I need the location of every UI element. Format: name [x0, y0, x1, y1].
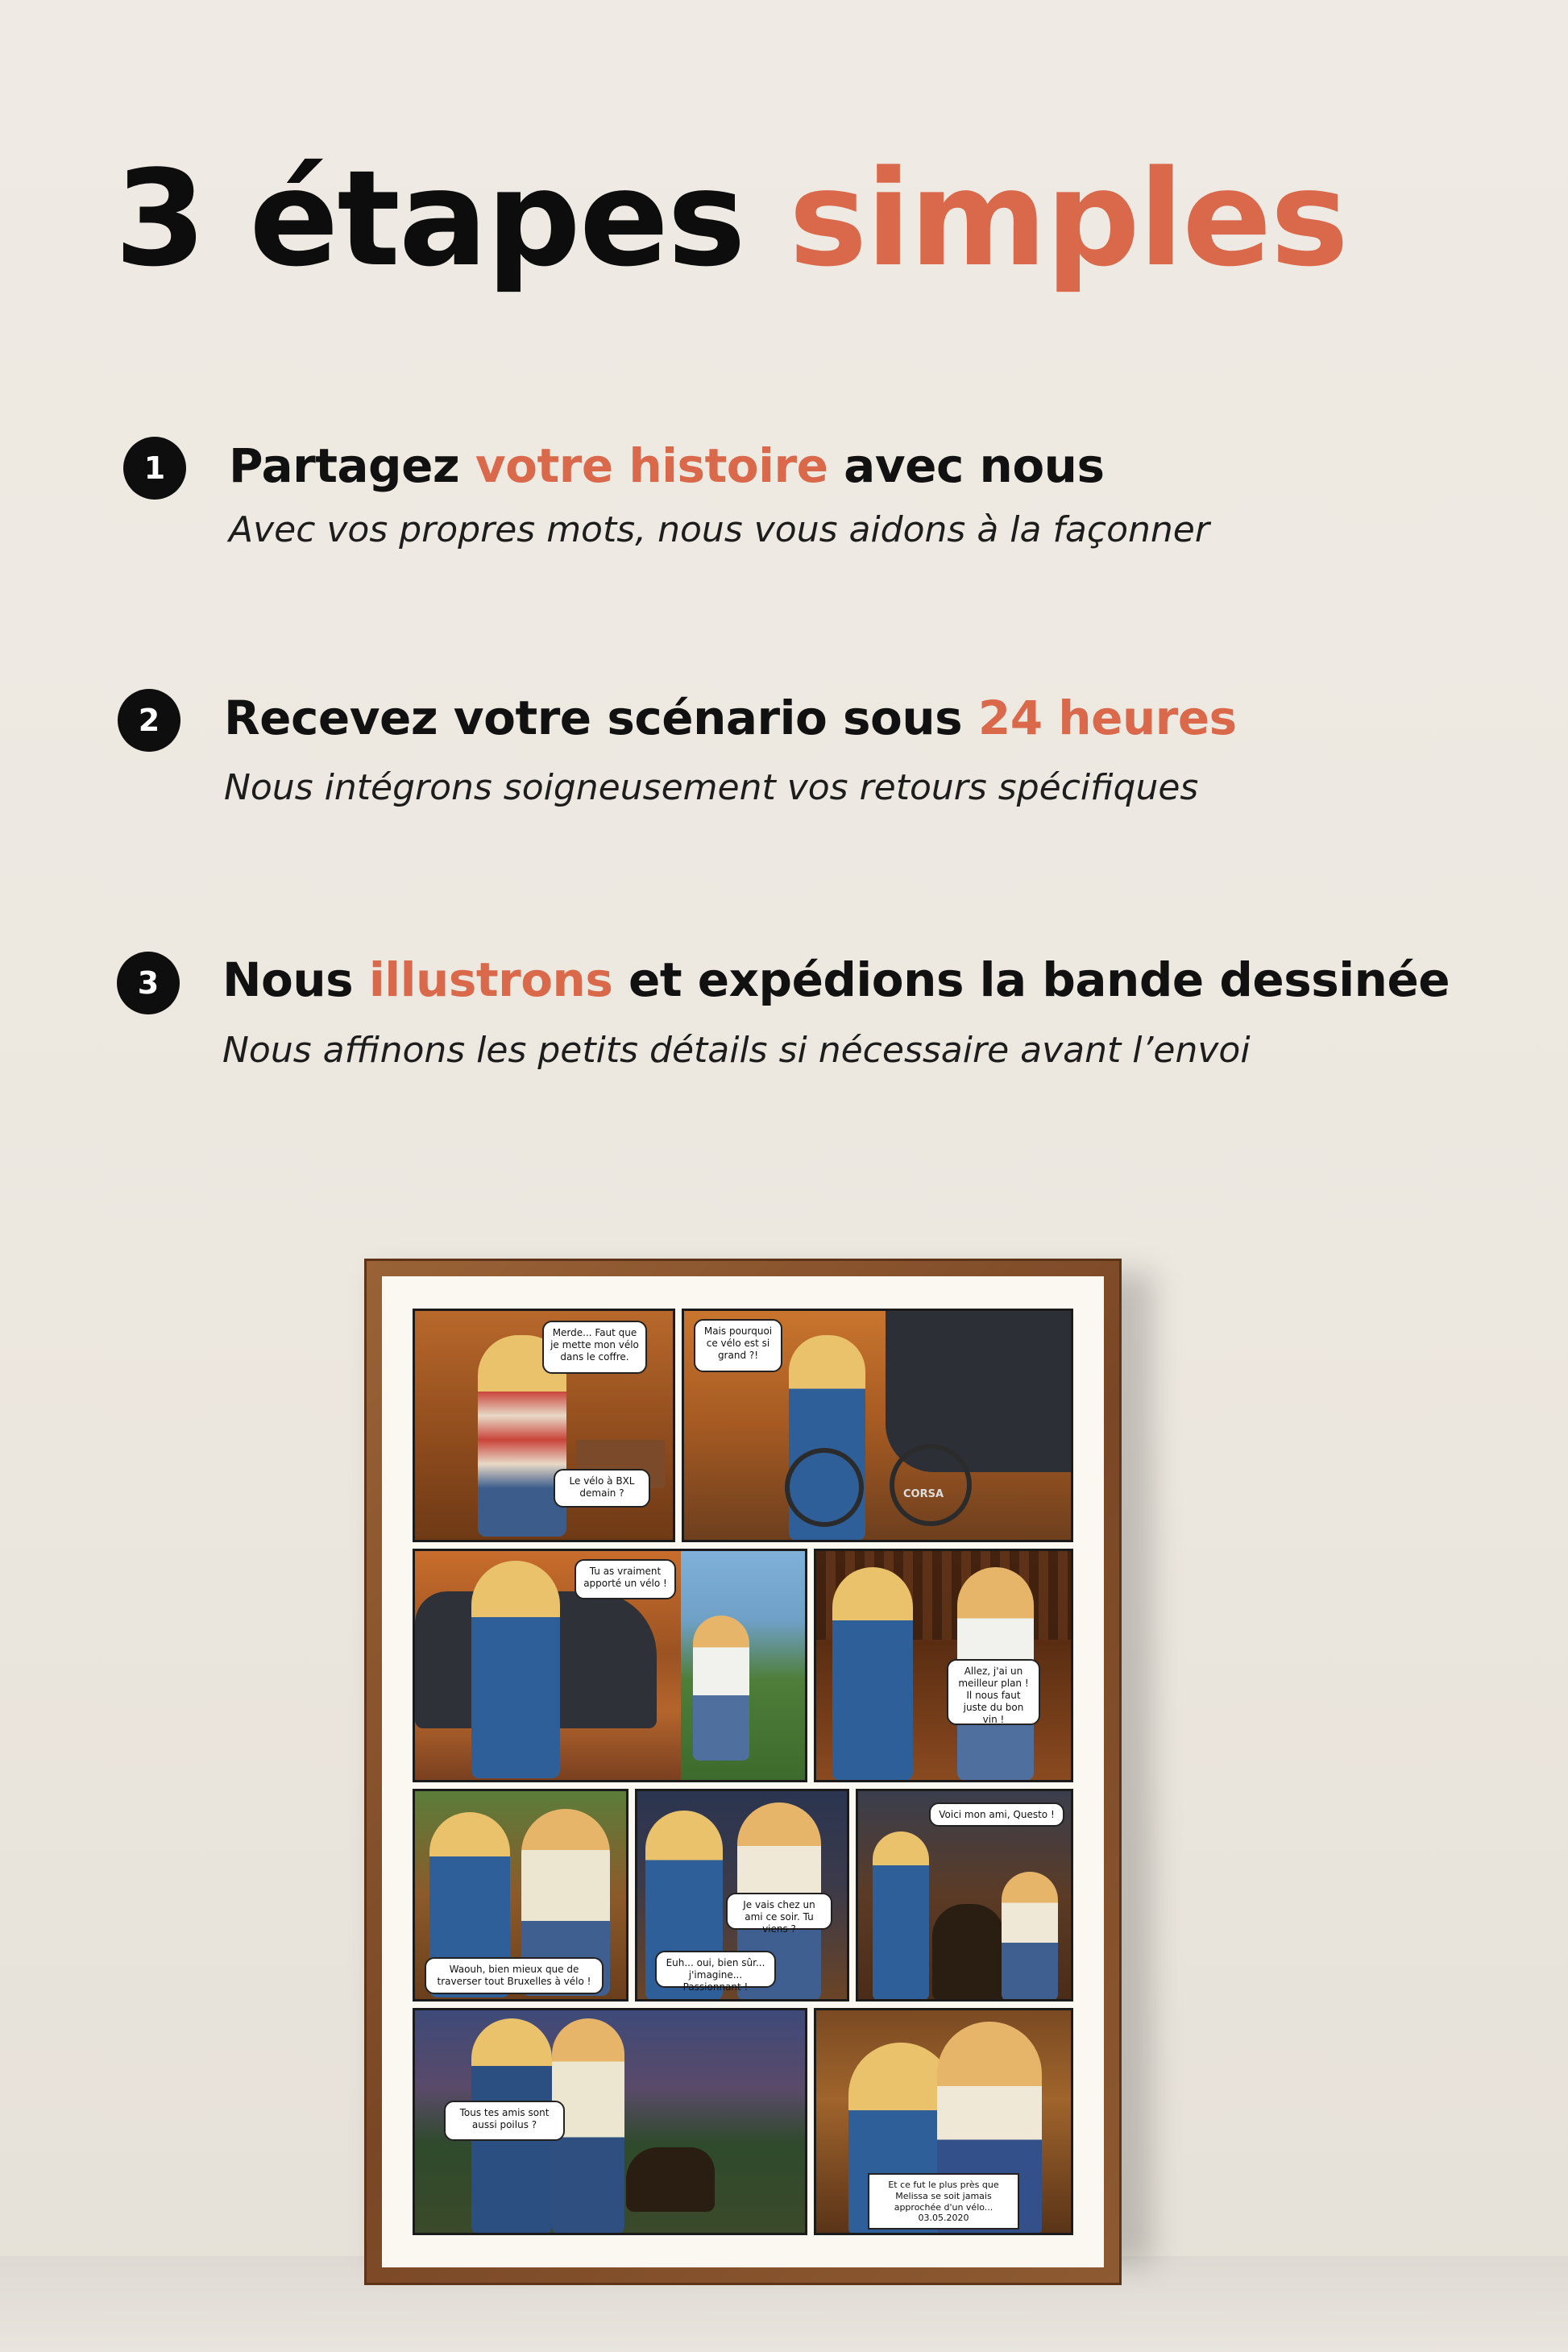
- car-badge: CORSA: [903, 1488, 944, 1500]
- caption-box: [868, 2173, 1019, 2230]
- comic-panel-2: [682, 1309, 1073, 1542]
- comic-page: [413, 1309, 1073, 2235]
- step-number-badge: 2: [118, 689, 180, 752]
- speech-bubble: Merde... Faut que je mette mon vélo dans le coffre.: [542, 1321, 647, 1374]
- comic-panel-3: [413, 1549, 807, 1782]
- step-subtitle: Nous intégrons soigneusement vos retours spécifiques: [224, 767, 1199, 808]
- comic-panel-9: [814, 2008, 1073, 2235]
- step-title: Nous illustrons et expédions la bande dessinée: [222, 952, 1450, 1007]
- speech-bubble: Waouh, bien mieux que de traverser tout Bruxelles à vélo !: [425, 1957, 604, 1994]
- step-number-badge: 1: [123, 437, 186, 500]
- step-number-badge: 3: [117, 952, 180, 1014]
- comic-panel-6: [635, 1789, 849, 2001]
- comic-panel-4: [814, 1549, 1073, 1782]
- step-title: Recevez votre scénario sous 24 heures: [224, 691, 1237, 745]
- speech-bubble: Tu as vraiment apporté un vélo !: [575, 1559, 676, 1599]
- title-accent: simples: [788, 142, 1348, 296]
- step-subtitle: Nous affinons les petits détails si nécessaire avant l’envoi: [222, 1030, 1251, 1071]
- comic-frame: [364, 1259, 1122, 2285]
- step-subtitle: Avec vos propres mots, nous vous aidons à la façonner: [229, 509, 1209, 550]
- comic-panel-8: [413, 2008, 807, 2235]
- comic-panel-7: [856, 1789, 1073, 2001]
- speech-bubble: Mais pourquoi ce vélo est si grand ?!: [694, 1319, 782, 1372]
- caption-text: Et ce fut le plus près que Melissa se soit jamais approchée d'un vélo...: [888, 2180, 999, 2213]
- comic-panel-5: [413, 1789, 628, 2001]
- speech-bubble: Je vais chez un ami ce soir. Tu viens ?: [726, 1893, 832, 1930]
- speech-bubble: Allez, j'ai un meilleur plan ! Il nous faut juste du bon vin !: [947, 1659, 1040, 1725]
- speech-bubble: Euh... oui, bien sûr... j'imagine... Passionnant !: [655, 1951, 776, 1988]
- comic-panel-1: [413, 1309, 675, 1542]
- caption-date: 03.05.2020: [918, 2213, 969, 2224]
- speech-bubble: Voici mon ami, Questo !: [929, 1802, 1064, 1827]
- step-title: Partagez votre histoire avec nous: [229, 438, 1105, 493]
- comic-mat: [382, 1276, 1104, 2267]
- page-title: 3 étapes simples: [114, 142, 1348, 296]
- speech-bubble: Tous tes amis sont aussi poilus ?: [444, 2101, 565, 2141]
- speech-bubble: Le vélo à BXL demain ?: [554, 1469, 650, 1508]
